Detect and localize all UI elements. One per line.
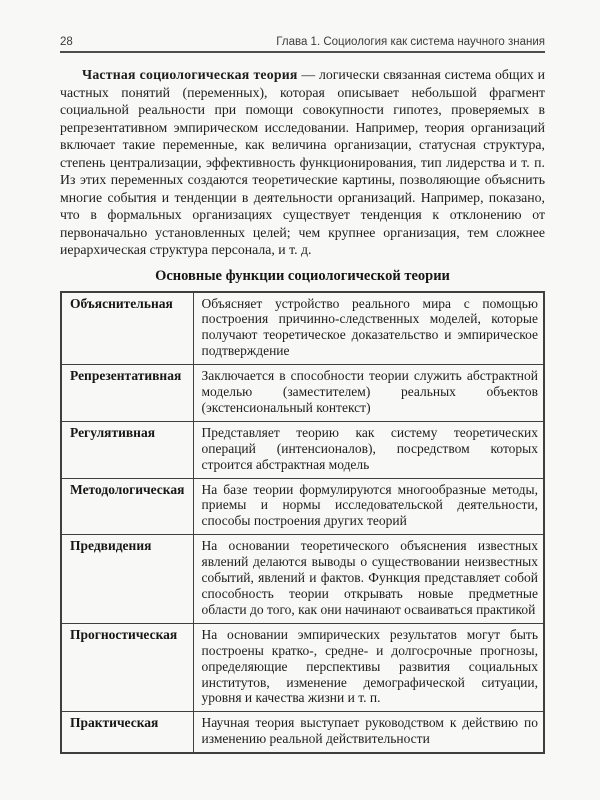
function-definition: Научная теория выступает руководством к действию по изменению реальной действительности bbox=[193, 712, 544, 753]
table-row bbox=[61, 365, 544, 422]
running-title: Глава 1. Социология как система научного знания bbox=[276, 36, 545, 48]
table-row bbox=[61, 623, 544, 712]
table-title: Основные функции социологической теории bbox=[155, 267, 450, 284]
function-term: Репрезентативная bbox=[61, 365, 193, 422]
function-definition: На базе теории формулируются многообразные методы, приемы и нормы исследовательской деятельности, способы построения других теорий bbox=[193, 478, 544, 535]
function-definition: На основании эмпирических результатов могут быть построены кратко-, средне- и долгосрочные прогнозы, определяющие перспективы развития социальных институтов, изменение демографической ситуации, уровня и качества жизни и т. п. bbox=[193, 623, 544, 712]
function-term: Объяснительная bbox=[61, 292, 193, 365]
paragraph-text: — логически связанная система общих и частных понятий (переменных), которая описывает небольшой фрагмент социальной реальности при помощи совокупности гипотез, проверяемых в репрезентативном эмпирическом исследовании. Например, теория организаций включает такие переменные, как величина организации, статусная структура, степень централизации, эффективность функционирования, тип лидерства и т. п. Из этих переменных создаются теоретические картины, позволяющие объяснить многие события и тенденции в деятельности организаций. Например, показано, что в формальных организациях существует тенденция к отклонению от первоначально установленных целей; чем крупнее организация, тем сложнее иерархическая структура персонала, и т. д. bbox=[60, 67, 545, 257]
function-term: Регулятивная bbox=[61, 421, 193, 478]
functions-table bbox=[60, 291, 545, 755]
table-row bbox=[61, 478, 544, 535]
table-row bbox=[61, 421, 544, 478]
term-lead: Частная социологическая теория bbox=[82, 67, 298, 82]
body-paragraph bbox=[60, 66, 545, 259]
function-definition: Объясняет устройство реального мира с помощью построения причинно-следственных моделей, которые получают теоретическое доказательство и эмпирическое подтверждение bbox=[193, 292, 544, 365]
table-row bbox=[61, 712, 544, 753]
function-term: Предвидения bbox=[61, 535, 193, 624]
function-term: Прогностическая bbox=[61, 623, 193, 712]
table-row bbox=[61, 292, 544, 365]
function-definition: Заключается в способности теории служить абстрактной моделью (заместителем) реальных объектов (экстенсиональный контекст) bbox=[193, 365, 544, 422]
function-term: Практическая bbox=[61, 712, 193, 753]
function-term: Методологическая bbox=[61, 478, 193, 535]
page-header bbox=[60, 36, 545, 53]
table-row bbox=[61, 535, 544, 624]
function-definition: На основании теоретического объяснения известных явлений делаются выводы о существовании неизвестных событий, явлений и фактов. Функция представляет собой способность теории открывать новые предметные области до того, как они начинают осваиваться практикой bbox=[193, 535, 544, 624]
page-number: 28 bbox=[60, 36, 73, 48]
function-definition: Представляет теорию как систему теоретических операций (интенсионалов), посредством которых строится абстрактная модель bbox=[193, 421, 544, 478]
